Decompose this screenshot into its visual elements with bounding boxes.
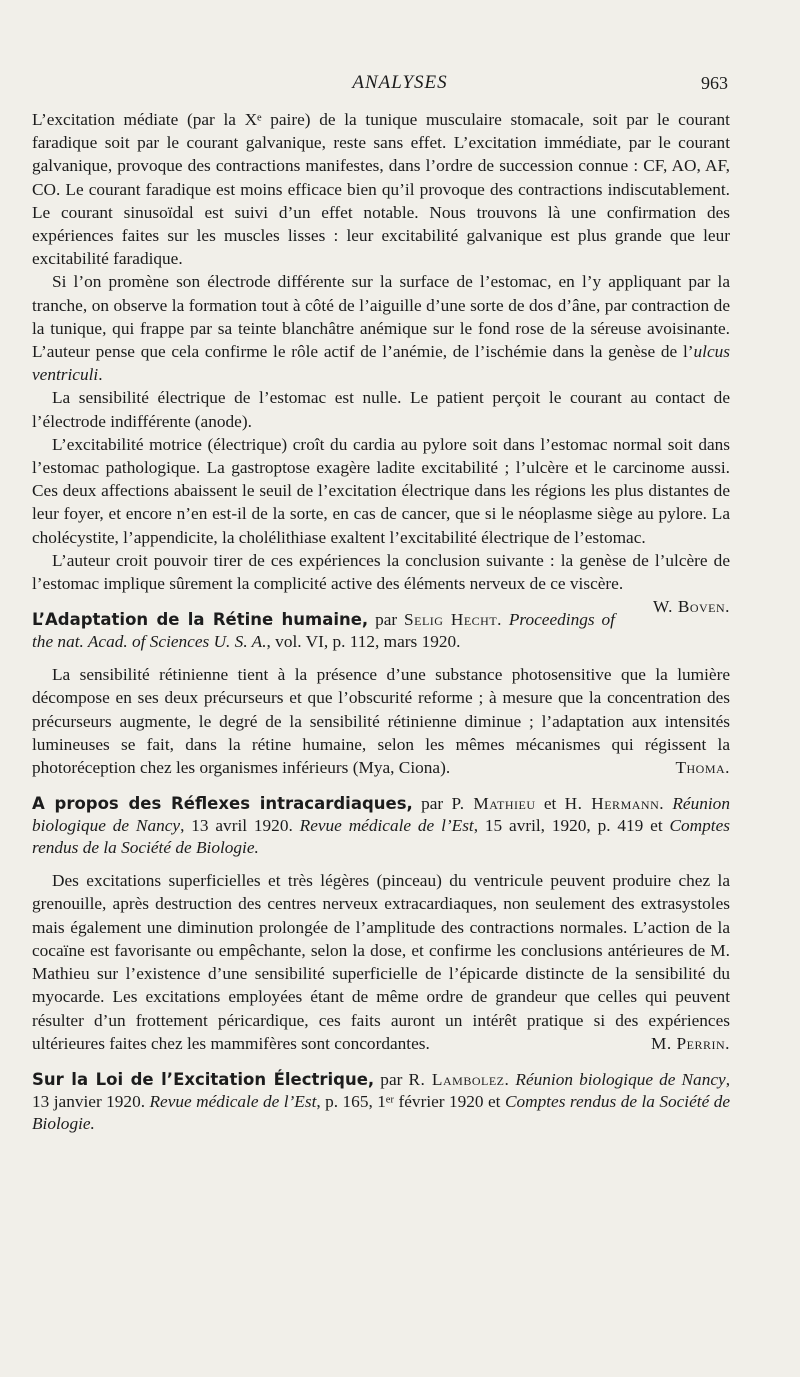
author: H. Hermann. bbox=[564, 794, 665, 814]
paragraph bbox=[32, 663, 730, 779]
by-word: par bbox=[421, 794, 444, 814]
italic-term: ulcus ventriculi bbox=[32, 342, 730, 385]
article-title: A propos des Réflexes intracardiaques, bbox=[32, 794, 413, 814]
article-heading bbox=[32, 1069, 730, 1135]
and-word: et bbox=[543, 794, 557, 814]
journal: Réunion biologique de Nancy bbox=[32, 794, 730, 836]
paragraph: L’excitation médiate (par la Xᵉ paire) de la tunique musculaire stomacale, soit par le courant faradique soit par le courant galvanique, reste sans effet. L’excitation immédiate, par le courant galvanique, provoque des contractions manifestes, dans l’ordre de succession connue : CF, AO, AF, CO. Le courant faradique est moins efficace bien qu’il provoque des contractions indiscutablement. Le courant sinusoïdal est suivi d’un effet notable. Nous trouvons là une confirmation des expériences faites sur les muscles lisses : leur excitabilité galvanique est plus grande que leur excitabilité faradique. bbox=[32, 110, 730, 269]
running-title: ANALYSES bbox=[352, 72, 448, 93]
author: R. Lambolez. bbox=[408, 1069, 510, 1089]
paragraph bbox=[32, 549, 730, 617]
signature: M. Perrin. bbox=[651, 1033, 730, 1053]
paragraph-text: Si l’on promène son électrode différente sur la surface de l’estomac, en l’y appliquant par la tranche, on observe la formation tout à côté de l’aiguille d’une sorte de dos d’âne, par contraction de la tunique, qui frappe par sa teinte blanchâtre anémique sur le fond rose de la séreuse avoisinante. L’auteur pense que cela confirme le rôle actif de l’anémie, de l’ischémie dans la genèse de l’ bbox=[32, 272, 730, 362]
period: . bbox=[98, 365, 103, 385]
article-title: L’Adaptation de la Rétine humaine, bbox=[32, 610, 369, 630]
by-word: par bbox=[380, 1069, 403, 1089]
paragraph-text: La sensibilité rétinienne tient à la présence d’une substance photosensitive que la lumière décompose en ses deux précurseurs et que l’obscurité reforme ; à mesure que la concentration des précurseurs augmente, le degré de la sensibilité rétinienne diminue ; l’adaptation aux intensités lumineuses se fait, dans la rétine humaine, selon les mêmes mécanismes qui régissent la photoréception chez les organismes inférieurs (Mya, Ciona). bbox=[32, 665, 730, 778]
journal: Comptes rendus de la Société de Biologie. bbox=[32, 1091, 731, 1133]
article-heading bbox=[32, 793, 730, 859]
by-word: par bbox=[375, 610, 398, 630]
article-title: Sur la Loi de l’Excitation Électrique, bbox=[32, 1069, 375, 1089]
author: Selig Hecht. bbox=[404, 610, 502, 630]
paragraph bbox=[32, 270, 730, 386]
signature: Thoma. bbox=[675, 758, 730, 778]
paragraph bbox=[32, 869, 730, 1055]
journal: Revue médicale de l’Est bbox=[299, 816, 474, 836]
signature: W. Boven. bbox=[652, 597, 730, 617]
reference: , p. 165, 1ᵉʳ février 1920 et bbox=[316, 1091, 501, 1111]
paragraph: La sensibilité électrique de l’estomac est nulle. Le patient perçoit le courant au contact de l’électrode indifférente (anode). bbox=[32, 388, 730, 431]
journal: Proceedings of the nat. Acad. of Sciences U. S. A. bbox=[32, 610, 615, 652]
paragraph-text: L’auteur croit pouvoir tirer de ces expériences la conclusion suivante : la genèse de l’ulcère de l’estomac implique sûrement la complicité active des éléments nerveux de ce viscère. bbox=[32, 550, 730, 594]
reference: , vol. VI, p. 112, mars 1920. bbox=[266, 632, 461, 652]
paragraph-text: Des excitations superficielles et très légères (pinceau) du ventricule peuvent produire chez la grenouille, après destruction des centres nerveux extracardiaques, non seulement des extrasystoles mais également une diminution prolongée de l’amplitude des contractions normales. L’action de la cocaïne est favorisante ou empêchante, selon la dose, et confirme les conclusions antérieures de M. Mathieu sur l’existence d’une sensibilité superficielle de l’épicarde distincte de la sensibilité du myocarde. Les excitations employées étant de même ordre de grandeur que celles qui peuvent résulter d’un frottement péricardique, ces faits auront un intérêt pratique si des expériences ultérieures faites chez les mammifères sont concordantes. bbox=[32, 871, 730, 1053]
page-number: 963 bbox=[701, 73, 728, 93]
journal: Revue médicale de l’Est bbox=[149, 1091, 317, 1111]
page-body bbox=[32, 108, 730, 1145]
journal: Comptes rendus de la Société de Biologie. bbox=[32, 816, 730, 858]
journal: Réunion biologique de Nancy bbox=[515, 1069, 726, 1089]
running-head bbox=[0, 72, 800, 96]
reference: , 13 avril 1920. bbox=[180, 816, 293, 836]
reference: , 15 avril, 1920, p. 419 et bbox=[473, 816, 663, 836]
author: P. Mathieu bbox=[451, 794, 536, 814]
reference: , 13 janvier 1920. bbox=[32, 1069, 731, 1111]
paragraph: L’excitabilité motrice (électrique) croît du cardia au pylore soit dans l’estomac normal soit dans l’estomac pathologique. La gastroptose exagère ladite excitabilité ; l’ulcère et le carcinome aussi. Ces deux affections abaissent le seuil de l’excitation électrique dans les régions les plus distantes de leur foyer, et encore n’en est-il de la sorte, en cas de cancer, que si le néoplasme siège au pylore. La cholécystite, l’appendicite, la cholélithiase exaltent l’excitabilité électrique de l’estomac. bbox=[32, 434, 730, 547]
